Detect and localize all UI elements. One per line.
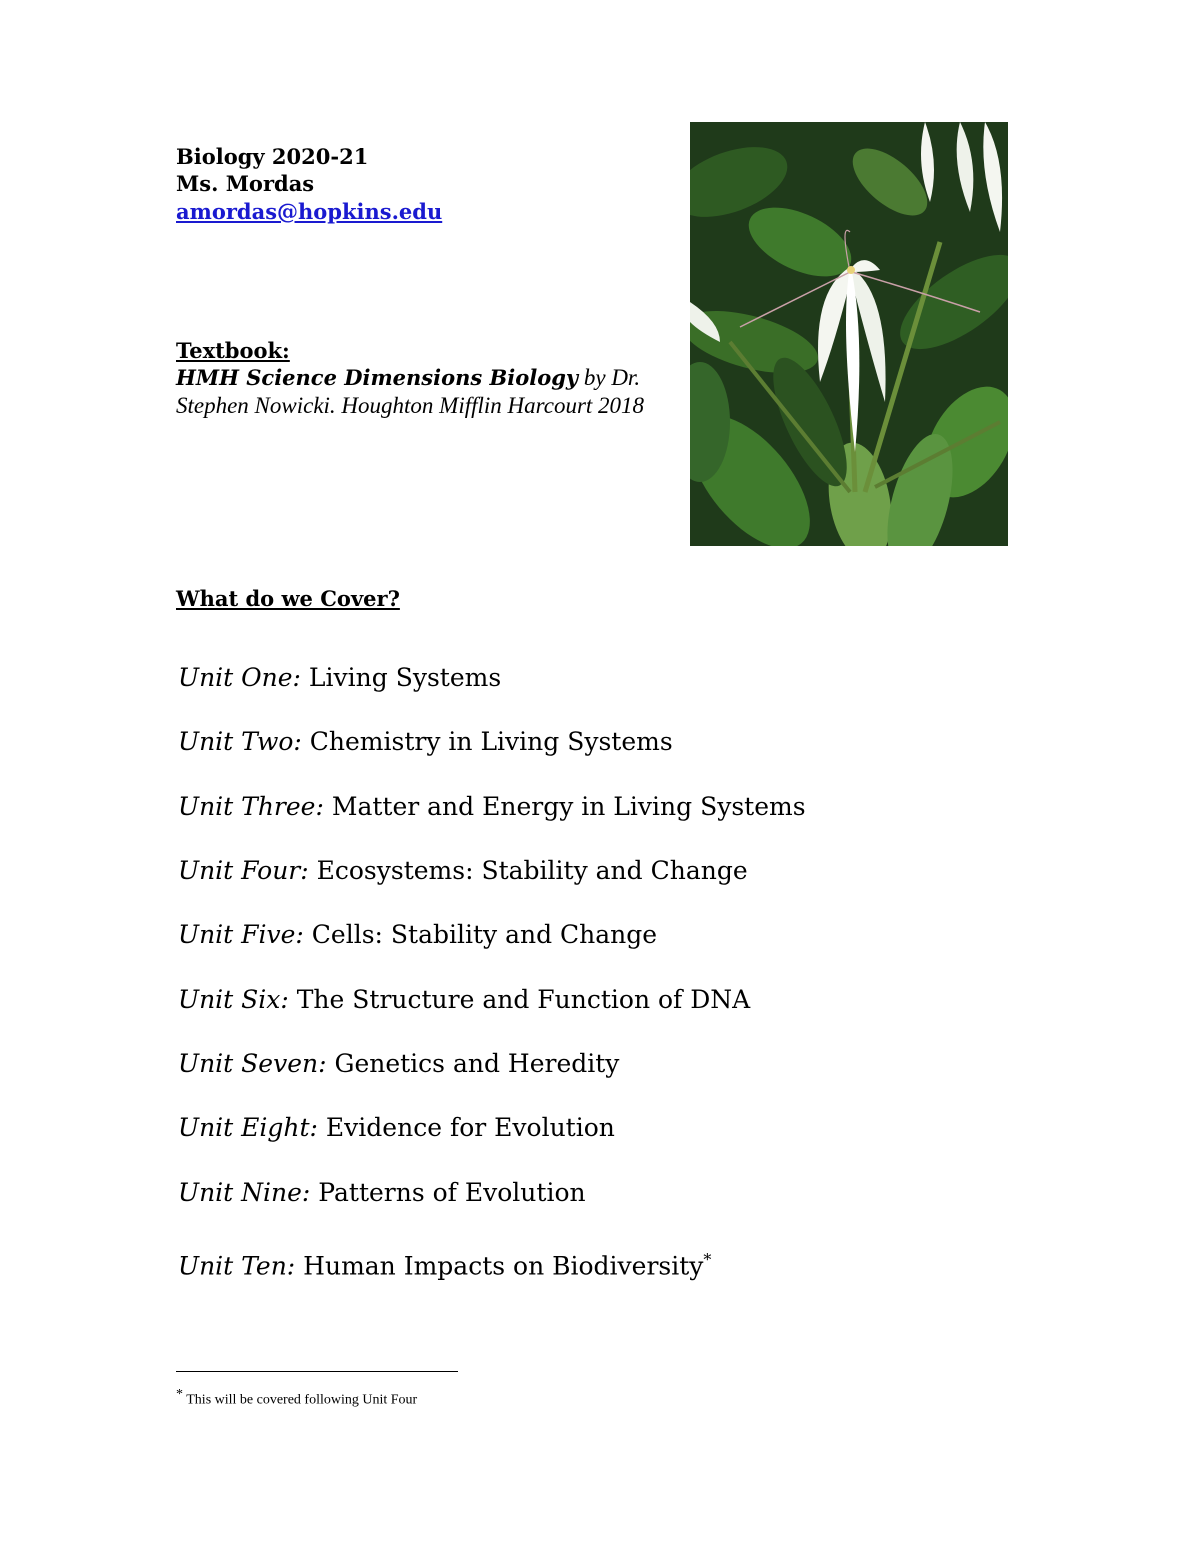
unit-name: Unit Seven: [178, 1049, 327, 1078]
textbook-title: HMH Science Dimensions Biology [176, 365, 579, 390]
list-item [178, 726, 673, 758]
list-item [178, 1048, 619, 1080]
course-title: Biology 2020-21 [176, 144, 369, 169]
unit-topic: Evidence for Evolution [317, 1113, 615, 1142]
footnote-text: This will be covered following Unit Four [183, 1392, 418, 1408]
unit-topic: Genetics and Heredity [326, 1049, 620, 1078]
list-item [178, 662, 501, 694]
unit-topic: Human Impacts on Biodiversity [295, 1251, 704, 1281]
teacher-name: Ms. Mordas [176, 171, 315, 196]
unit-topic: Chemistry in Living Systems [301, 727, 673, 756]
unit-topic: Ecosystems: Stability and Change [308, 856, 748, 885]
unit-topic: Cells: Stability and Change [303, 920, 658, 949]
list-item [178, 984, 750, 1016]
unit-name: Unit Ten: [178, 1251, 296, 1281]
unit-name: Unit Two: [178, 727, 302, 756]
footnote-reference[interactable]: * [703, 1250, 712, 1269]
unit-name: Unit Eight: [178, 1113, 318, 1142]
unit-topic: Living Systems [300, 663, 502, 692]
textbook-author-publisher: by Dr. Stephen Nowicki. Houghton Mifflin Harcourt 2018 [176, 365, 645, 418]
unit-topic: The Structure and Function of DNA [288, 985, 751, 1014]
orchid-image [690, 122, 1008, 546]
list-item [178, 1112, 615, 1144]
unit-name: Unit Five: [178, 920, 304, 949]
list-item [178, 791, 806, 823]
cover-heading: What do we Cover? [176, 586, 400, 611]
list-item [178, 855, 748, 887]
footnote-divider [176, 1371, 458, 1372]
email-link[interactable]: amordas@hopkins.edu [176, 199, 443, 224]
unit-name: Unit Four: [178, 856, 309, 885]
unit-name: Unit One: [178, 663, 301, 692]
list-item [178, 1244, 711, 1282]
footnote [176, 1387, 417, 1409]
list-item [178, 919, 657, 951]
list-item [178, 1177, 586, 1209]
textbook-citation [176, 364, 681, 420]
unit-name: Unit Six: [178, 985, 289, 1014]
footnote-mark: * [176, 1387, 183, 1402]
unit-name: Unit Nine: [178, 1178, 311, 1207]
unit-topic: Matter and Energy in Living Systems [323, 792, 806, 821]
unit-topic: Patterns of Evolution [310, 1178, 586, 1207]
white-orchid-photo [690, 122, 1008, 546]
unit-name: Unit Three: [178, 792, 324, 821]
textbook-label: Textbook: [176, 338, 290, 363]
